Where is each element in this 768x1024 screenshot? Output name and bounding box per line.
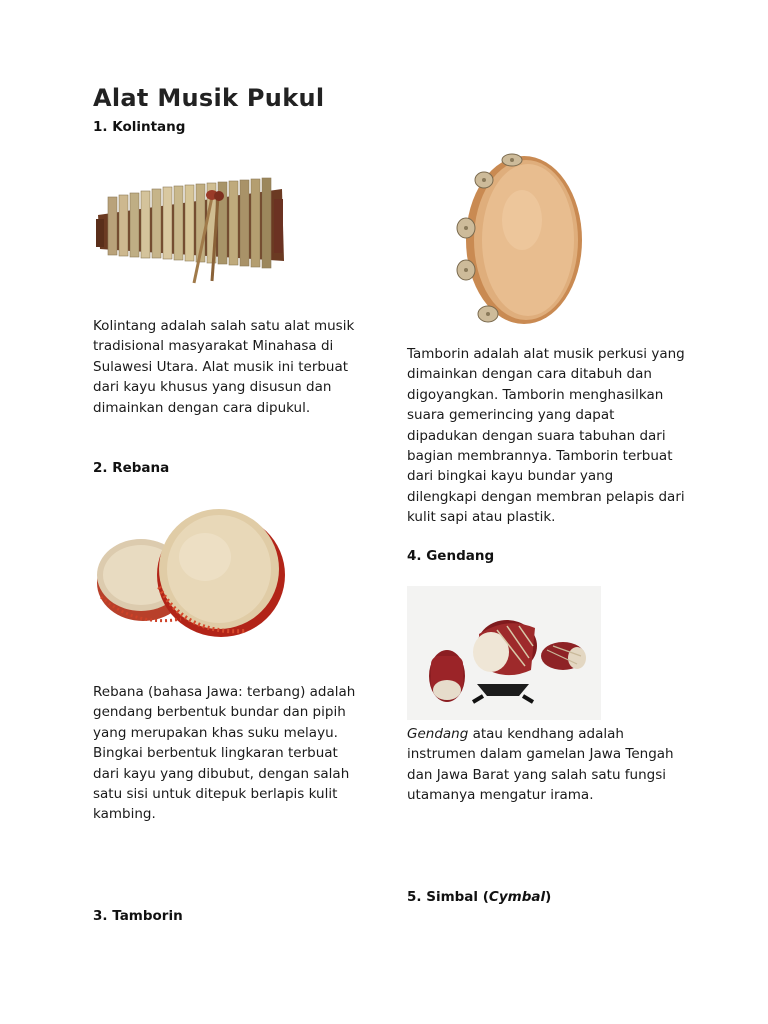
rebana-image	[95, 497, 287, 639]
gendang-image	[407, 586, 601, 720]
cymbal-term: Cymbal	[488, 889, 546, 905]
description-rebana: Rebana (bahasa Jawa: terbang) adalah gendang berbentuk bundar dan pipih yang merupakan khas suku melayu. Bingkai berbentuk lingkaran terbuat dari kayu yang dibubut, dengan salah satu sisi untuk ditepuk berlapis kulit kambing.	[93, 684, 356, 823]
heading-kolintang: 1. Kolintang	[93, 119, 186, 135]
kendang-drum-icon	[407, 586, 601, 720]
heading-gendang: 4. Gendang	[407, 548, 495, 564]
page-title: Alat Musik Pukul	[93, 84, 325, 112]
description-kolintang: Kolintang adalah salah satu alat musik tradisional masyarakat Minahasa di Sulawesi Utara. Alat musik ini terbuat dari kayu khusus yang disusun dan dimainkan dengan cara dipukul.	[93, 318, 355, 416]
gendang-term: Gendang	[407, 726, 469, 742]
heading-simbal: 5. Simbal (Cymbal)	[407, 889, 552, 905]
heading-tamborin: 3. Tamborin	[93, 908, 183, 924]
description-tamborin: Tamborin adalah alat musik perkusi yang dimainkan dengan cara ditabuh dan digoyangkan. Tamborin menghasilkan suara gemerincing yang dapat dipadukan dengan suara tabuhan dari bagian membrannya. Tamborin terbuat dari bingkai kayu bundar yang dilengkapi dengan membran pelapis dari kulit sapi atau plastik.	[407, 346, 685, 526]
description-gendang: Gendang atau kendhang adalah instrumen dalam gamelan Jawa Tengah dan Jawa Barat yang salah satu fungsi utamanya mengatur irama.	[407, 726, 674, 804]
xylophone-icon	[94, 175, 286, 287]
heading-rebana: 2. Rebana	[93, 460, 170, 476]
tamborin-image	[448, 150, 584, 330]
kolintang-image	[94, 175, 286, 287]
tambourine-icon	[448, 150, 584, 330]
frame-drum-icon	[95, 497, 287, 639]
